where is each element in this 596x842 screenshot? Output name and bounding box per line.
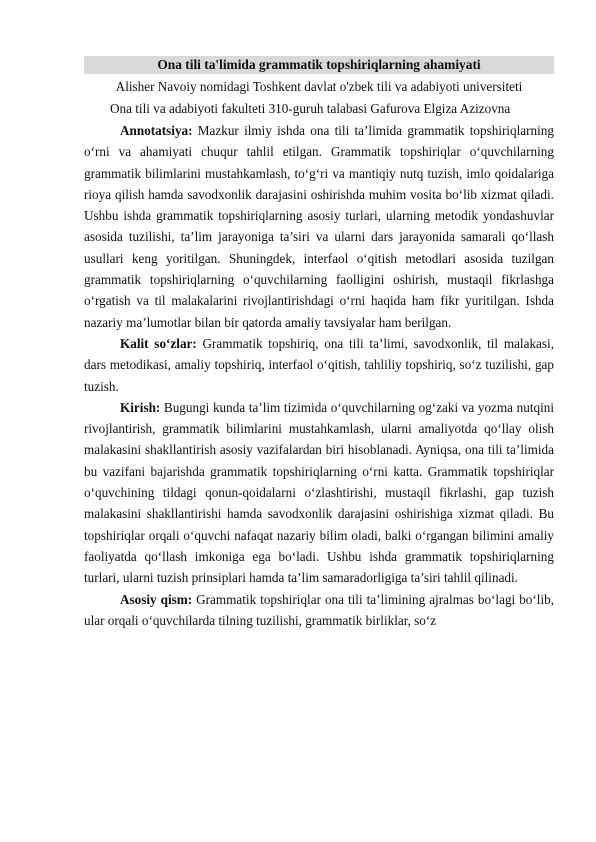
main-text: Grammatik topshiriqlar ona tili ta’limining ajralmas bo‘lagi bo‘lib, ular orqali o‘quvchilarda tilning tuzilishi, grammatik birliklar, so‘z bbox=[84, 591, 554, 628]
intro-paragraph bbox=[84, 397, 554, 589]
keywords-text: Grammatik topshiriq, ona tili ta’limi, savodxonlik, til malakasi, dars metodikasi, amaliy topshiriq, interfaol o‘qitish, tahliliy topshiriq, so‘z tuzilishi, gap tuzish. bbox=[84, 335, 554, 394]
abstract-label: Annotatsiya: bbox=[120, 123, 193, 138]
intro-text: Bugungi kunda ta’lim tizimida o‘quvchilarning og‘zaki va yozma nutqini rivojlantirish, grammatik bilimlarini mustahkamlash, ularni amaliyotda qo‘llay olish malakasini shakllantirish asosiy vazifalardan biri hisoblanadi. Ayniqsa, ona tili ta’limida bu vazifani bajarishda grammatik topshiriqlarning o‘rni katta. Grammatik topshiriqlar o‘quvchining tildagi qonun-qoidalarni o‘zlashtirishi, mustaqil fikrlashi, gap tuzish malakasini shakllantirishi hamda savodxonlik darajasini oshirishiga xizmat qiladi. Bu topshiriqlar orqali o‘quvchi nafaqat nazariy bilim oladi, balki o‘rgangan bilimini amaliy faoliyatda qo‘llash imkoniga ega bo‘ladi. Ushbu ishda grammatik topshiriqlarning turlari, ularni tuzish prinsiplari hamda ta’lim samaradorligiga ta’siri tahlil qilinadi. bbox=[84, 399, 554, 586]
main-label: Asosiy qism: bbox=[120, 591, 193, 607]
intro-label: Kirish: bbox=[120, 399, 161, 415]
abstract-text: Mazkur ilmiy ishda ona tili ta’limida grammatik topshiriqlarning o‘rni va ahamiyati chuqur tahlil etilgan. Grammatik topshiriqlar o‘quvchilarning grammatik bilimlarini mustahkamlash, to‘g‘ri va mantiqiy nutq tuzish, imlo qoidalariga rioya qilish hamda savodxonlik darajasini oshirishda muhim vosita bo‘lib xizmat qiladi. Ushbu ishda grammatik topshiriqlarning asosiy turlari, ularning metodik yondashuvlar asosida tuzilishi, ta’lim jarayoniga ta’siri va ularni dars jarayonida samarali qo‘llash usullari keng yoritilgan. Shuningdek, interfaol o‘qitish metodlari asosida tuzilgan grammatik topshiriqlarning o‘quvchilarning faolligini oshirish, mustaqil fikrlashga o‘rgatish va til malakalarini rivojlantirishdagi o‘rni haqida ham fikr yuritilgan. Ishda nazariy ma’lumotlar bilan bir qatorda amaliy tavsiyalar ham berilgan. bbox=[84, 123, 554, 330]
author-line: Ona tili va adabiyoti fakulteti 310-guruh talabasi Gafurova Elgiza Azizovna bbox=[110, 101, 511, 116]
main-paragraph bbox=[84, 589, 554, 632]
keywords-paragraph bbox=[84, 333, 554, 397]
document-page bbox=[84, 56, 554, 631]
article-title: Ona tili ta'limida grammatik topshiriqlarning ahamiyati bbox=[84, 56, 554, 74]
abstract-paragraph bbox=[84, 120, 554, 333]
keywords-label: Kalit so‘zlar: bbox=[120, 335, 197, 351]
affiliation: Alisher Navoiy nomidagi Toshkent davlat o'zbek tili va adabiyoti universiteti bbox=[115, 79, 523, 94]
